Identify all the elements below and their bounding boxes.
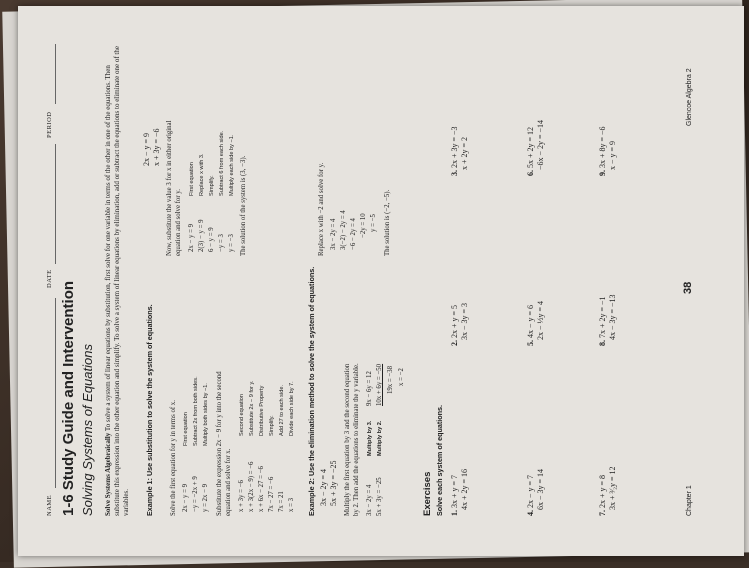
exercise-eq: x − y = 9 (607, 140, 617, 170)
ex2-right-eq-3: −6 − 2y = 4 (350, 218, 357, 250)
ex1-right-eq-1: 2x − y = 9 (188, 223, 195, 252)
ex2-right-eq-1: 3x − 2y = 4 (330, 218, 337, 250)
ex2-right-eq-4: −2y = 10 (360, 213, 367, 238)
ex2-row-2-result: 10x + 6y = −50 (376, 363, 383, 406)
ex1-mid-note-5: Add 27 to each side. (279, 384, 285, 436)
exercise-eq: 4x − 3y = −13 (607, 294, 617, 340)
exercise-number: 3. (450, 170, 459, 176)
exercise-eq: 2x + 3y = −3 (450, 126, 459, 168)
ex1-left-eq-1: 2x − y = 9 (182, 483, 189, 512)
worksheet-page (18, 16, 728, 556)
ex2-row-2-orig: 5x + 3y = −25 (376, 477, 383, 516)
ex1-right-note-1: First equation (189, 162, 195, 196)
ex1-mid-eq-2: x + 3(2x − 9) = −6 (248, 461, 255, 512)
exercise-number: 5. (526, 340, 535, 346)
exercises-instruction: Solve each system of equations. (435, 404, 444, 516)
ex1-right-intro-2: equation and solve for y. (175, 189, 182, 256)
ex1-conclusion: The solution of the system is (3, −3). (240, 155, 247, 256)
name-label: NAME (46, 494, 53, 516)
period-label: PERIOD (46, 111, 53, 138)
example-1-system-eq2: x + 3y = −6 (152, 128, 161, 166)
exercise-eq: 3x + 8y = −6 (598, 126, 607, 168)
exercise-eq: x + 2y = 2 (459, 136, 469, 170)
exercise-eq: 3x + ³⁄₂y = 12 (607, 466, 617, 510)
exercise-eq: 6x − 3y = 14 (535, 468, 545, 510)
exercise-eq: 2x − ½y = 4 (535, 300, 545, 340)
ex2-row-2-mult: Multiply by 2. (377, 420, 383, 456)
period-line (55, 44, 56, 104)
ex1-mid-intro-1: Substitute the expression 2x − 9 for y into the second (216, 371, 223, 516)
ex2-x-value: x = −2 (398, 368, 405, 386)
exercise-eq: 2x + y = 8 (598, 474, 607, 508)
exercise-7 (598, 466, 617, 516)
intro-paragraph (104, 46, 130, 516)
exercise-number: 7. (598, 510, 607, 516)
ex1-mid-eq-6: x = 3 (288, 497, 295, 512)
ex1-mid-note-3: Distributive Property (259, 385, 265, 436)
ex2-left-intro-2: by 2. Then add the equations to eliminate the y variable. (353, 363, 360, 516)
ex1-left-note-2: Subtract 2x from both sides. (193, 376, 199, 446)
ex2-row-1-result: 9x − 6y = 12 (366, 371, 373, 406)
exercise-4 (526, 469, 545, 516)
exercise-number: 8. (598, 340, 607, 346)
ex2-row-1-orig: 3x − 2y = 4 (366, 484, 373, 516)
page-number: 38 (682, 281, 694, 294)
ex1-mid-note-1: Second equation (239, 394, 245, 436)
example-2-heading: Example 2: Use the elimination method to solve the system of equations. (307, 266, 316, 516)
exercise-eq: 7x + 2y = −1 (598, 296, 607, 338)
ex1-right-note-4: Subtract 6 from each side. (219, 130, 225, 196)
ex1-mid-eq-4: 7x − 27 = −6 (268, 476, 275, 512)
ex1-left-eq-2: −y = −2x + 9 (192, 476, 199, 512)
ex1-right-eq-4: −y = 3 (218, 234, 225, 252)
ex1-mid-eq-1: x + 3y = −6 (238, 480, 245, 512)
exercise-8 (598, 294, 617, 346)
intro-line-1: To solve a system of linear equations by substitution, first solve for one variable in (104, 199, 112, 432)
exercise-number: 2. (450, 340, 459, 346)
ex1-right-eq-5: y = −3 (228, 234, 235, 252)
exercises-heading: Exercises (422, 471, 433, 516)
ex1-mid-eq-3: x + 6x − 27 = −6 (258, 466, 265, 512)
ex2-left-intro-1: Multiply the first equation by 3 and the second equation (344, 363, 351, 516)
page-title: 1-6 Study Guide and Intervention (60, 280, 77, 516)
example-1-system-eq1: 2x − y = 9 (142, 132, 151, 166)
ex1-left-note-3: Multiply both sides by −1. (203, 383, 209, 446)
exercise-2 (450, 303, 469, 346)
ex1-left-eq-3: y = 2x − 9 (202, 483, 209, 512)
date-line (55, 144, 56, 264)
exercise-3 (450, 126, 469, 176)
intro-lead: Solve Systems Algebraically (104, 432, 112, 516)
example-1-heading: Example 1: Use substitution to solve the system of equations. (145, 304, 154, 516)
exercise-number: 6. (526, 170, 535, 176)
ex2-row-1-mult: Multiply by 3. (367, 420, 373, 456)
intro-line-3: system of linear equations by elimination, add or subtract the equations to eliminate one of the variables. (112, 46, 130, 516)
exercise-eq: 4x + 2y = 16 (459, 468, 469, 510)
page-subtitle: Solving Systems of Equations (80, 344, 95, 516)
exercise-eq: 3x − 3y = 3 (459, 302, 469, 340)
exercise-number: 9. (598, 170, 607, 176)
exercise-eq: −6x − 2y = −14 (535, 119, 545, 170)
ex2-conclusion: The solution is (−2, −5). (384, 189, 391, 256)
ex1-right-eq-3: 6 − y = 9 (208, 227, 215, 252)
ex2-right-eq-2: 3(−2) − 2y = 4 (340, 210, 347, 250)
ex1-left-note-1: First equation (183, 412, 189, 446)
date-label: DATE (46, 269, 53, 288)
exercise-number: 4. (526, 510, 535, 516)
intro-line-2: terms of the other in one of the equations. Then substitute this expression into the other equation and simplify. To solve a (104, 65, 121, 516)
exercise-eq: 2x − y = 7 (526, 474, 535, 508)
ex1-mid-intro-2: equation and solve for x. (225, 448, 232, 516)
exercise-6 (526, 120, 545, 176)
ex1-right-eq-2: 2(3) − y = 9 (198, 219, 205, 252)
ex2-right-intro: Replace x with −2 and solve for y. (318, 162, 325, 256)
example-2-system-eq1: 3x − 2y = 4 (319, 468, 328, 506)
exercise-number: 1. (450, 510, 459, 516)
exercise-1 (450, 469, 469, 516)
exercise-eq: 3x + y = 7 (450, 474, 459, 508)
ex2-right-eq-5: y = −5 (370, 214, 377, 232)
ex1-mid-eq-5: 7x = 21 (278, 491, 285, 512)
ex1-right-note-2: Replace x with 3. (199, 153, 205, 196)
ex1-right-note-3: Simplify. (209, 175, 215, 196)
exercise-eq: 5x + 2y = 12 (526, 126, 535, 168)
ex1-right-intro-1: Now, substitute the value 3 for x in either original (166, 120, 173, 256)
ex1-mid-note-6: Divide each side by 7. (289, 381, 295, 436)
exercise-eq: 4x − y = 6 (526, 304, 535, 338)
ex1-mid-note-4: Simplify. (269, 415, 275, 436)
ex2-sum: 19x = −38 (387, 365, 394, 394)
exercise-5 (526, 301, 545, 346)
worksheet-paper (18, 6, 744, 556)
name-line (55, 298, 56, 488)
example-2-system-eq2: 5x + 3y = −25 (329, 460, 338, 506)
exercise-9 (598, 126, 617, 176)
ex1-right-note-5: Multiply each side by −1. (229, 134, 235, 196)
footer-chapter: Chapter 1 (686, 485, 693, 516)
footer-book: Glencoe Algebra 2 (686, 68, 693, 126)
ex1-mid-note-2: Substitute 2x − 9 for y. (249, 380, 255, 436)
exercise-eq: 2x + y = 5 (450, 304, 459, 338)
example-1-left-intro: Solve the first equation for y in terms of x. (170, 400, 177, 516)
